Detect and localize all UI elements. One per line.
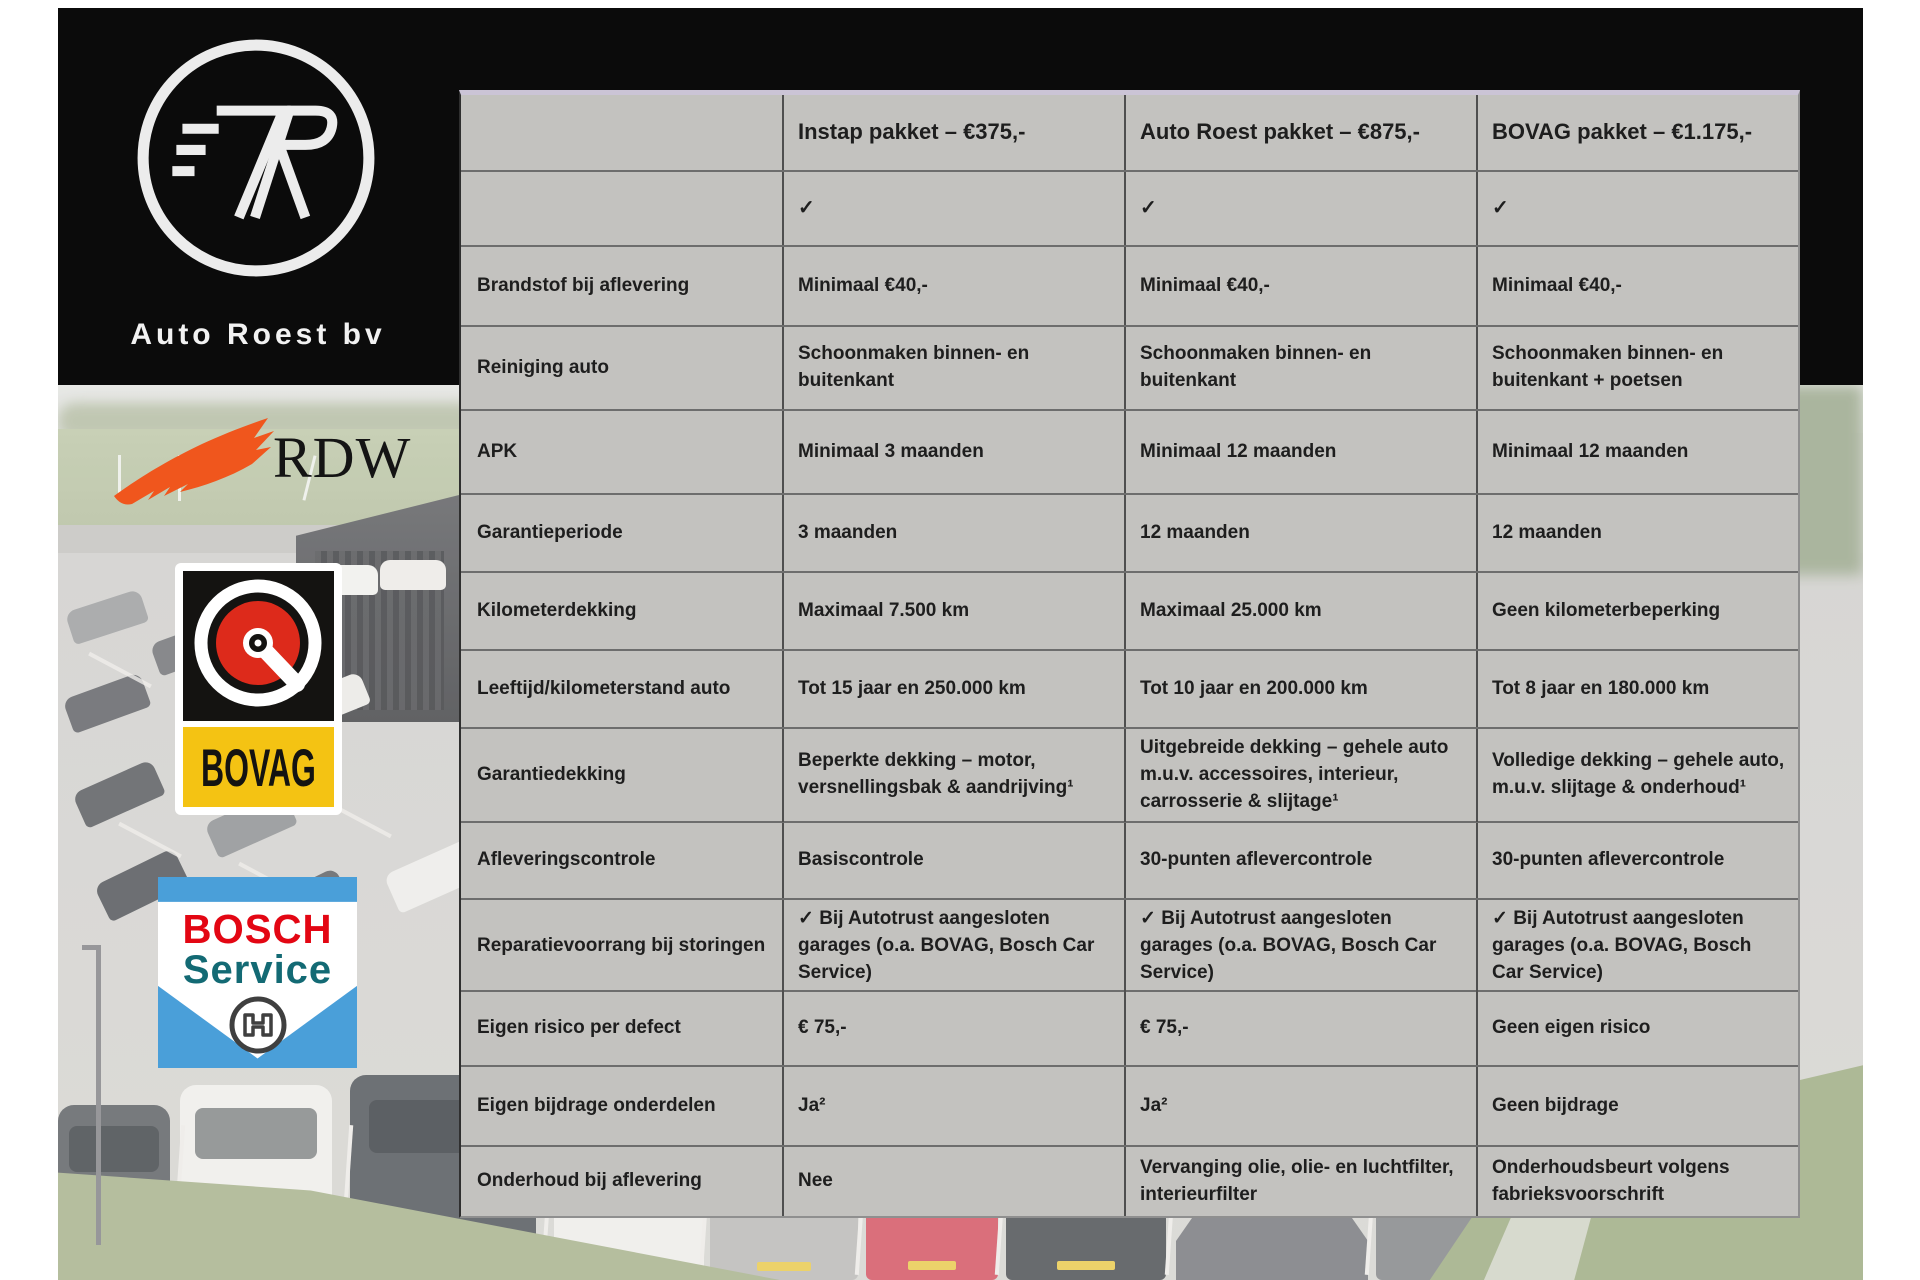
check-icon: ✓ [1124,172,1476,245]
row-value: 12 maanden [1124,495,1476,571]
package-comparison-table [459,90,1800,1218]
row-value: Schoonmaken binnen- en buitenkant [1124,327,1476,409]
table-header-row [461,95,1798,170]
table-row [461,493,1798,571]
rdw-logo [108,416,418,520]
row-value: Geen eigen risico [1476,992,1798,1065]
dealer-name: Auto Roest bv [130,318,386,351]
table-row [461,990,1798,1065]
row-label: Garantieperiode [477,521,623,543]
row-value: 12 maanden [1476,495,1798,571]
row-value: € 75,- [1124,992,1476,1065]
row-label: Eigen bijdrage onderdelen [477,1094,716,1116]
check-icon: ✓ [1476,172,1798,245]
table-row [461,1065,1798,1145]
row-label: Eigen risico per defect [477,1017,681,1039]
bosch-armature-icon [225,992,291,1058]
row-label: Kilometerdekking [477,599,637,621]
row-label: Reiniging auto [477,356,609,378]
row-value: ✓ Bij Autotrust aangesloten garages (o.a. BOVAG, Bosch Car Service) [782,900,1124,993]
bosch-wordmark: BOSCH [182,905,333,952]
row-value: Minimaal 12 maanden [1476,411,1798,493]
table-row [461,1145,1798,1216]
row-value: Minimaal €40,- [1476,247,1798,325]
row-value: Geen kilometerbeperking [1476,573,1798,649]
header-bovag: BOVAG pakket – €1.175,- [1476,95,1798,170]
row-label: Brandstof bij aflevering [477,274,690,296]
table-row [461,245,1798,325]
bovag-wordmark: BOVAG [201,737,316,797]
row-value: Onderhoudsbeurt volgens fabrieksvoorschrift [1476,1147,1798,1216]
row-value: Tot 8 jaar en 180.000 km [1476,651,1798,727]
row-value: ✓ Bij Autotrust aangesloten garages (o.a. BOVAG, Bosch Car Service) [1476,900,1798,993]
row-value: ✓ Bij Autotrust aangesloten garages (o.a. BOVAG, Bosch Car Service) [1124,900,1476,993]
row-value: € 75,- [782,992,1124,1065]
row-label: Leeftijd/kilometerstand auto [477,677,731,699]
table-row [461,571,1798,649]
row-value: Tot 10 jaar en 200.000 km [1124,651,1476,727]
header-instap: Instap pakket – €375,- [782,95,1124,170]
bosch-service-wordmark: Service [182,947,333,992]
row-value: 30-punten aflevercontrole [1476,823,1798,898]
row-label: Reparatievoorrang bij storingen [477,934,766,956]
row-value: Ja² [1124,1067,1476,1145]
row-value: Geen bijdrage [1476,1067,1798,1145]
row-value: Ja² [782,1067,1124,1145]
table-row [461,409,1798,493]
row-value: Nee [782,1147,1124,1216]
rdw-wordmark: RDW [273,425,412,490]
row-value: Schoonmaken binnen- en buitenkant [782,327,1124,409]
table-row [461,649,1798,727]
row-value: Beperkte dekking – motor, versnellingsbak & aandrijving¹ [782,729,1124,822]
row-value: Vervanging olie, olie- en luchtfilter, interieurfilter [1124,1147,1476,1216]
row-value: Maximaal 7.500 km [782,573,1124,649]
bovag-logo [175,563,342,815]
bovag-label-bar [183,727,334,807]
table-row [461,170,1798,245]
bovag-symbol [183,571,334,721]
row-label: Garantiedekking [477,763,626,785]
row-value: Minimaal 3 maanden [782,411,1124,493]
table-row [461,821,1798,898]
row-value: Maximaal 25.000 km [1124,573,1476,649]
rdw-wing-icon [108,416,278,516]
auto-roest-7r-logo-icon [130,32,382,284]
row-value: Minimaal 12 maanden [1124,411,1476,493]
table-row [461,325,1798,409]
bosch-service-logo [158,877,357,1068]
row-label: APK [477,440,518,462]
header-auto-roest: Auto Roest pakket – €875,- [1124,95,1476,170]
row-value: Uitgebreide dekking – gehele auto m.u.v. accessoires, interieur, carrosserie & slijtage¹ [1124,729,1476,822]
table-row [461,727,1798,821]
table-row [461,898,1798,990]
row-value: Tot 15 jaar en 250.000 km [782,651,1124,727]
row-value: 30-punten aflevercontrole [1124,823,1476,898]
row-value: Volledige dekking – gehele auto, m.u.v. slijtage & onderhoud¹ [1476,729,1798,822]
header-empty [461,95,782,170]
row-value: Basiscontrole [782,823,1124,898]
row-value: 3 maanden [782,495,1124,571]
row-label [461,172,782,245]
bovag-wheel-icon [183,571,334,721]
check-icon: ✓ [782,172,1124,245]
row-value: Minimaal €40,- [1124,247,1476,325]
row-value: Schoonmaken binnen- en buitenkant + poetsen [1476,327,1798,409]
row-label: Afleveringscontrole [477,849,656,871]
row-value: Minimaal €40,- [782,247,1124,325]
row-label: Onderhoud bij aflevering [477,1170,702,1192]
